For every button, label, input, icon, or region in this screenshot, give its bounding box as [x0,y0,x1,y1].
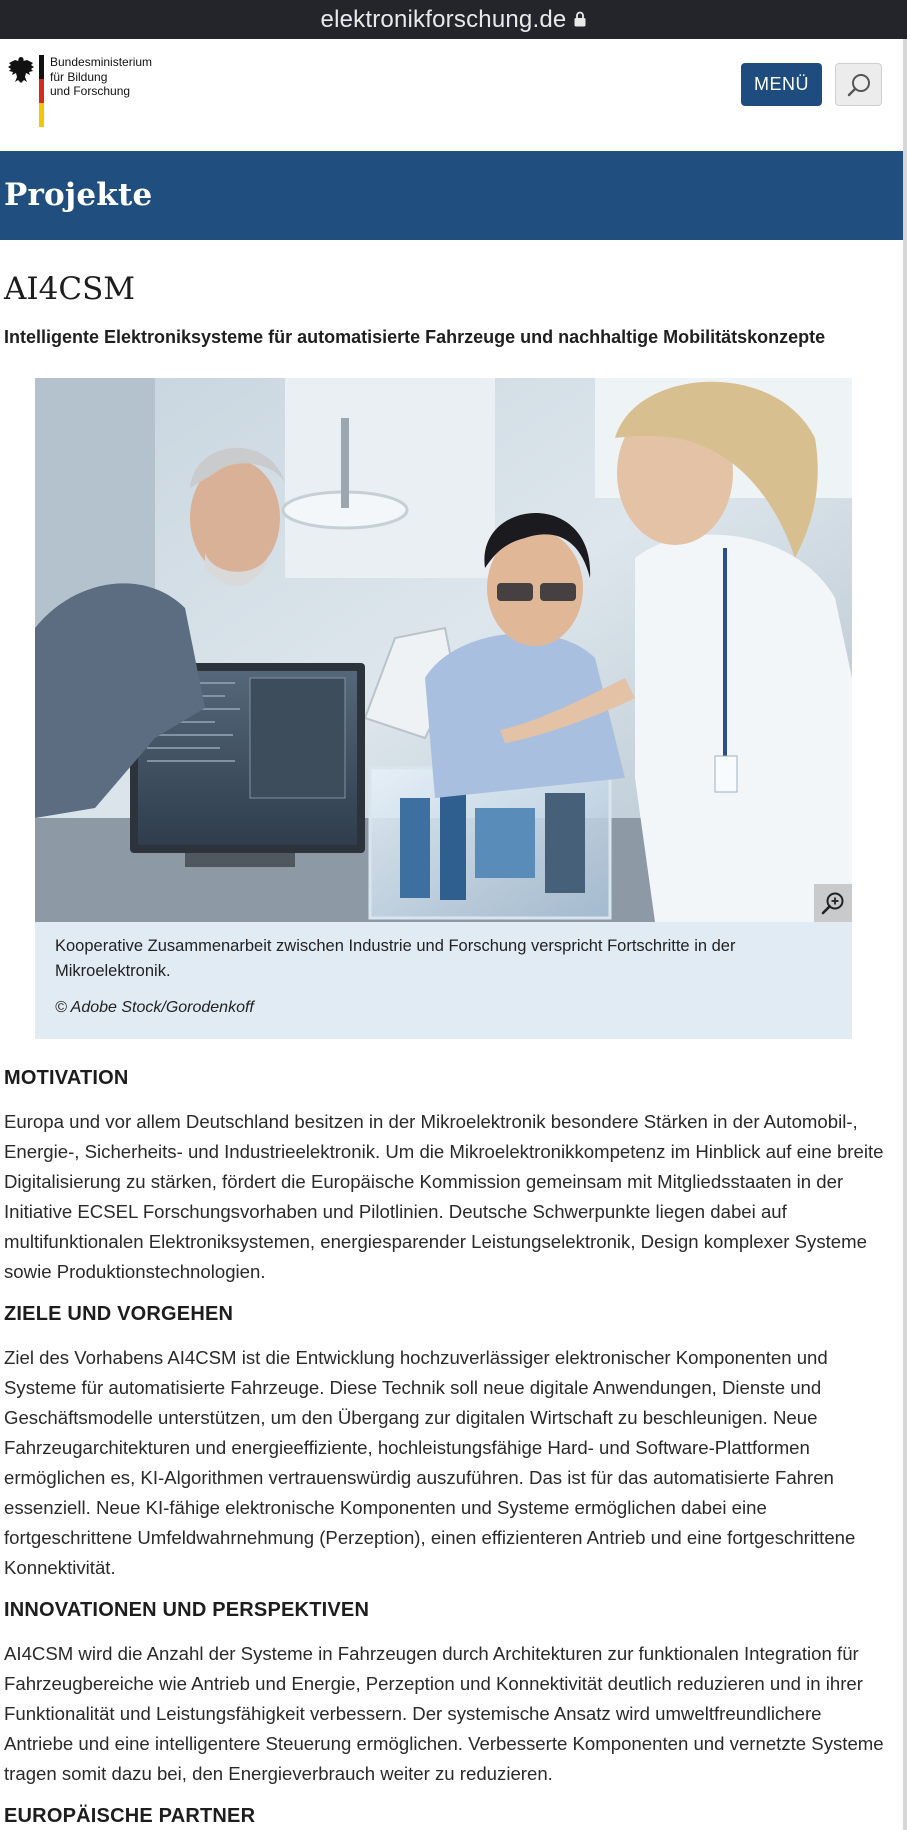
federal-eagle-icon [6,55,36,85]
bmbf-logo[interactable] [6,55,156,130]
menu-button-label: MENÜ [754,74,809,94]
page-title: AI4CSM [4,271,136,307]
search-icon [846,72,872,98]
zoom-button[interactable] [814,884,852,922]
section-heading-motivation: MOTIVATION [4,1067,129,1089]
ministry-line-2: für Bildung [50,69,108,84]
zoom-in-icon [820,890,846,916]
page-content [0,39,903,1830]
section-text-motivation: Europa und vor allem Deutschland besitzen in der Mikroelektronik besondere Stärken in der Automobil-, Energie-, Sicherheits- und Industrieelektronik. Um die Mikroelektronikkompetenz im Hinblick auf eine breite Digitalisierung zu stärken, fördert die Europäische Kommission gemeinsam mit Mitgliedsstaaten in der Initiative ECSEL Forschungsvorhaben und Pilotlinien. Deutsche Schwerpunkte liegen dabei auf multifunktionalen Elektroniksystemen, energiesparender Leistungselektronik, Design komplexer Systeme sowie Produktionstechnologien. [4,1111,884,1282]
lock-icon [574,11,586,27]
site-header [0,39,903,151]
ministry-line-1: Bundesministerium [50,55,153,69]
ministry-name [50,55,160,99]
project-figure [35,378,852,1039]
ministry-line-3: und Forschung [50,84,131,98]
browser-url-bar[interactable] [0,0,907,39]
figure-caption: Kooperative Zusammenarbeit zwischen Industrie und Forschung verspricht Fortschritte in der Mikroelektronik. [55,937,736,980]
section-text-innovationen: AI4CSM wird die Anzahl der Systeme in Fahrzeugen durch Architekturen zur funktionalen Integration für Fahrzeugbereiche wie Antrieb und Energie, Perzeption und Konnektivität deutlich reduzieren und in ihrer Funktionalität und Leistungsfähigkeit verbessern. Der systemische Ansatz wird umweltfreundlichere Antriebe und eine intelligentere Steuerung ermöglichen. Verbesserte Komponenten und vernetzte Systeme tragen somit dazu bei, den Energieverbrauch weiter zu reduzieren. [4,1643,884,1784]
page-right-edge [903,39,907,1830]
german-flag-bar [39,55,44,127]
section-heading-partner: EUROPÄISCHE PARTNER [4,1805,256,1827]
menu-button[interactable] [741,63,822,106]
section-heading-innovationen: INNOVATIONEN UND PERSPEKTIVEN [4,1599,370,1621]
search-button[interactable] [835,63,882,106]
figure-credit: © Adobe Stock/Gorodenkoff [55,999,254,1016]
section-heading-ziele: ZIELE UND VORGEHEN [4,1303,234,1325]
page-subtitle: Intelligente Elektroniksysteme für automatisierte Fahrzeuge und nachhaltige Mobilitätskonzepte [4,327,826,347]
section-text-ziele: Ziel des Vorhabens AI4CSM ist die Entwicklung hochzuverlässiger elektronischer Komponenten und Systeme für automatisierte Fahrzeuge. Diese Technik soll neue digitale Anwendungen, Dienste und Geschäftsmodelle unterstützen, um den Übergang zur digitalen Wirtschaft zu beschleunigen. Neue Fahrzeugarchitekturen und energieeffiziente, hochleistungsfähige Hard- und Software-Plattformen ermöglichen es, KI-Algorithmen vertrauenswürdig auszuführen. Das ist für das automatisierte Fahren essenziell. Neue KI-fähige elektronische Komponenten und Systeme ermöglichen dabei eine fortgeschrittene Umfeldwahrnehmung (Perzeption), einen effizienteren Antrieb und eine fortgeschrittene Konnektivität. [4,1347,856,1578]
banner-title: Projekte [4,177,153,213]
lab-photo-illustration [35,378,852,922]
url-text[interactable]: elektronikforschung.de [320,5,567,33]
section-banner [0,151,903,240]
lab-photo[interactable] [35,378,852,922]
